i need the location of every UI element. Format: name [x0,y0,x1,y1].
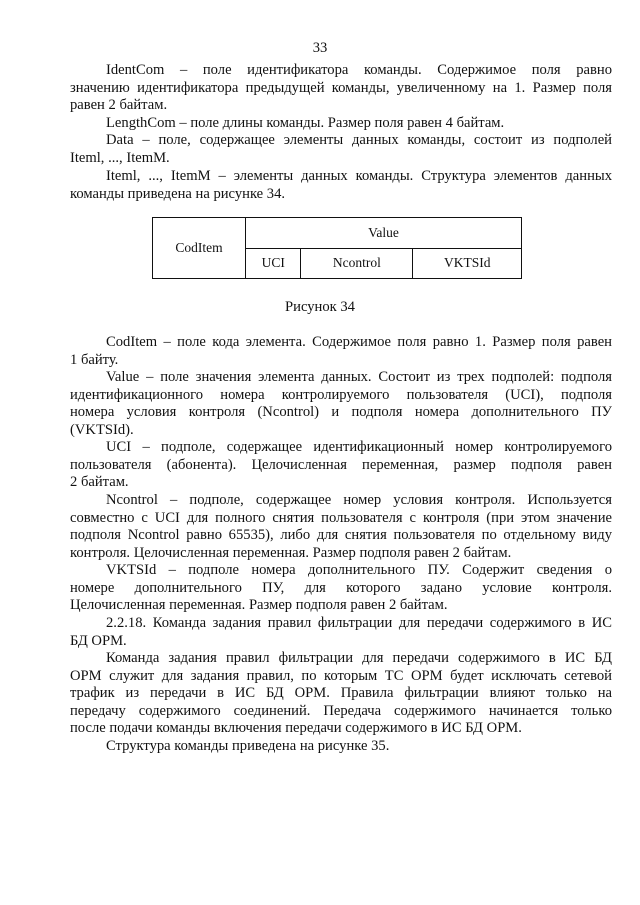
text-line: CodItem – поле кода элемента. Содержимое поля равно 1. Размер поля равен [106,334,612,350]
text-line: 2 байтам. [70,474,129,491]
paragraph-lengthcom [70,115,612,133]
item-structure-table [152,217,522,279]
text-line: совместно с UCI для полного снятия пользователя с контроля (при этом значение [70,509,612,526]
text-line: трафик из передачи в ИС БД ОРМ. Правила фильтрации влияют только на [70,685,612,702]
paragraph-uci [70,439,612,492]
text-line: 1 байту. [70,351,119,368]
text-line: (VKTSId). [70,421,134,438]
text-line: Ncontrol – подполе, содержащее номер условия контроля. Используется [106,492,612,508]
text-line: ОРМ служит для задания правил, по которым ТС ОРМ будет исключать сетевой [70,667,612,684]
text-line: VKTSId – подполе номера дополнительного ПУ. Содержит сведения о [106,562,612,578]
paragraph-ncontrol [70,492,612,562]
text-line: БД ОРМ. [70,632,127,649]
paragraph-items [70,168,612,203]
paragraph-command [70,650,612,738]
text-line: IdentCom – поле идентификатора команды. Содержимое поля равно [106,62,612,78]
page-number: 33 [312,40,328,56]
text-line: Data – поле, содержащее элементы данных команды, состоит из подполей [106,132,612,148]
paragraph-value [70,369,612,439]
cell-uci: UCI [246,248,301,279]
cell-value: Value [246,218,522,249]
text-line: номера условия контроля (Ncontrol) и подполя номера дополнительного ПУ [70,404,612,421]
section-heading-2-2-18 [70,615,612,650]
paragraph-identcom [70,62,612,115]
figure-caption: Рисунок 34 [285,299,355,315]
cell-vktsid: VKTSId [413,248,522,279]
text-line: значению идентификатора предыдущей команды, увеличенному на 1. Размер поля [70,79,612,96]
paragraph-coditem [70,334,612,369]
text-line: Структура команды приведена на рисунке 35. [106,738,390,754]
text-line: UCI – подполе, содержащее идентификационный номер контролируемого [106,439,612,455]
text-line: LengthCom – поле длины команды. Размер поля равен 4 байтам. [106,115,505,131]
text-line: команды приведена на рисунке 34. [70,185,286,202]
text-line: после подачи команды включения передачи содержимого в ИС БД ОРМ. [70,720,522,737]
text-line: Value – поле значения элемента данных. Состоит из трех подполей: подполя [106,369,612,385]
text-line: подполя Ncontrol равно 65535), либо для снятия пользователя по отдельному виду [70,527,612,544]
text-line: Iteml, ..., ItemM – элементы данных команды. Структура элементов данных [106,168,612,184]
cell-ncontrol: Ncontrol [301,248,413,279]
text-line: Целочисленная переменная. Размер подполя равен 2 байтам. [70,597,448,614]
text-line: контроля. Целочисленная переменная. Размер подполя равен 2 байтам. [70,544,512,561]
text-line: равен 2 байтам. [70,97,168,114]
paragraph-vktsid [70,562,612,615]
text-line: Команда задания правил фильтрации для передачи содержимого в ИС БД [106,650,612,666]
paragraph-data [70,132,612,167]
text-line: передачу содержимого соединений. Передача содержимого начинается только [70,702,612,719]
text-line: 2.2.18. Команда задания правил фильтрации для передачи содержимого в ИС [106,615,612,631]
text-line: номере дополнительного ПУ, для которого задано условие контроля. [70,579,612,596]
cell-coditem: CodItem [153,218,246,279]
text-line: Iteml, ..., ItemM. [70,149,170,166]
text-line: пользователя (абонента). Целочисленная переменная, размер подполя равен [70,456,612,473]
text-line: идентификационного номера контролируемого пользователя (UCI), подполя [70,386,612,403]
paragraph-structure [70,738,612,756]
